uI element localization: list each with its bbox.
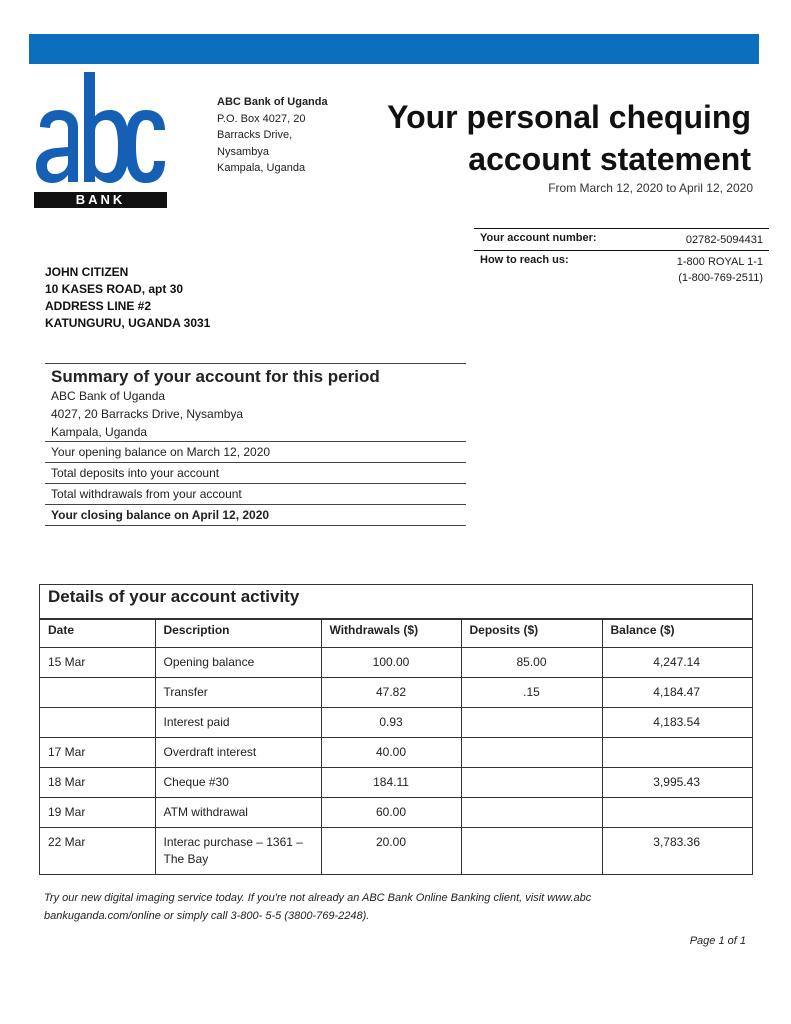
cell-balance (602, 798, 752, 828)
bank-address-line: Nysambya (217, 145, 269, 158)
customer-address-line: 10 KASES ROAD, apt 30 (45, 282, 184, 296)
account-summary (45, 363, 466, 526)
customer-name: JOHN CITIZEN (45, 265, 129, 279)
contact-phone: (1-800-769-2511) (678, 272, 763, 284)
bank-name: ABC Bank of Uganda (217, 96, 328, 108)
table-header-row (40, 620, 752, 648)
bank-address-line: P.O. Box 4027, 20 (217, 112, 306, 125)
cell-withdrawal: 184.11 (321, 768, 461, 798)
contact-phone: 1-800 ROYAL 1-1 (676, 256, 763, 268)
cell-date (40, 678, 155, 708)
table-row (40, 738, 752, 768)
cell-withdrawal: 20.00 (321, 828, 461, 875)
summary-address (45, 387, 466, 441)
summary-address-line: 4027, 20 Barracks Drive, Nysambya (51, 407, 244, 421)
cell-withdrawal: 40.00 (321, 738, 461, 768)
column-header: Balance ($) (602, 620, 752, 648)
cell-balance (602, 738, 752, 768)
table-row (40, 678, 752, 708)
summary-address-line: ABC Bank of Uganda (51, 389, 166, 403)
cell-balance: 3,995.43 (602, 768, 752, 798)
footer-line: bankuganda.com/online or simply call 3-800- 5-5 (3800-769-2248). (44, 910, 370, 922)
table-row (40, 798, 752, 828)
cell-balance: 4,183.54 (602, 708, 752, 738)
cell-deposit: .15 (461, 678, 602, 708)
activity-table (40, 619, 752, 874)
cell-balance: 4,184.47 (602, 678, 752, 708)
bank-address-line: Kampala, Uganda (217, 162, 306, 174)
cell-description: ATM withdrawal (155, 798, 321, 828)
bank-logo (34, 72, 167, 208)
table-row (40, 828, 752, 875)
cell-date: 22 Mar (40, 828, 155, 875)
cell-date (40, 708, 155, 738)
cell-deposit (461, 708, 602, 738)
logo-bank-band: BANK (34, 192, 167, 208)
cell-description: Cheque #30 (155, 768, 321, 798)
cell-withdrawal: 47.82 (321, 678, 461, 708)
bank-address-block (217, 94, 328, 177)
account-activity (39, 584, 753, 875)
account-info (474, 228, 769, 288)
bank-address-line: Barracks Drive, (217, 129, 293, 141)
column-header: Deposits ($) (461, 620, 602, 648)
cell-withdrawal: 0.93 (321, 708, 461, 738)
cell-deposit (461, 738, 602, 768)
account-number-row (474, 228, 769, 251)
footer-line: Try our new digital imaging service today. If you're not already an ABC Bank Online Banking client, visit www.abc (44, 892, 592, 904)
summary-address-line: Kampala, Uganda (51, 425, 148, 439)
cell-description: Interest paid (155, 708, 321, 738)
account-number: 02782-5094431 (685, 234, 763, 246)
customer-address (45, 264, 210, 332)
account-number-label: Your account number: (480, 232, 597, 244)
cell-date: 18 Mar (40, 768, 155, 798)
summary-heading: Summary of your account for this period (51, 367, 380, 386)
cell-description: Overdraft interest (155, 738, 321, 768)
statement-period: From March 12, 2020 to April 12, 2020 (548, 181, 753, 195)
activity-heading: Details of your account activity (40, 585, 752, 619)
summary-total-withdrawals: Total withdrawals from your account (45, 483, 466, 504)
cell-deposit: 85.00 (461, 648, 602, 678)
title-line-2: account statement (468, 141, 751, 177)
contact-label: How to reach us: (480, 254, 569, 266)
abc-logo-icon (34, 72, 167, 187)
cell-balance: 3,783.36 (602, 828, 752, 875)
customer-address-line: KATUNGURU, UGANDA 3031 (45, 316, 211, 330)
contact-row (474, 251, 769, 288)
summary-opening-balance: Your opening balance on March 12, 2020 (45, 441, 466, 462)
cell-date: 17 Mar (40, 738, 155, 768)
column-header: Withdrawals ($) (321, 620, 461, 648)
column-header: Description (155, 620, 321, 648)
table-row (40, 768, 752, 798)
summary-closing-balance: Your closing balance on April 12, 2020 (45, 504, 466, 526)
cell-balance: 4,247.14 (602, 648, 752, 678)
table-row (40, 648, 752, 678)
page-number: Page 1 of 1 (689, 935, 746, 947)
summary-total-deposits: Total deposits into your account (45, 462, 466, 483)
cell-deposit (461, 768, 602, 798)
header-color-bar (29, 34, 759, 64)
cell-withdrawal: 60.00 (321, 798, 461, 828)
customer-address-line: ADDRESS LINE #2 (45, 299, 152, 313)
footer-note (44, 889, 644, 925)
cell-withdrawal: 100.00 (321, 648, 461, 678)
cell-date: 15 Mar (40, 648, 155, 678)
contact-phones (677, 254, 763, 286)
cell-description: Transfer (155, 678, 321, 708)
statement-title (387, 96, 751, 180)
table-row (40, 708, 752, 738)
column-header: Date (40, 620, 155, 648)
cell-description: Interac purchase – 1361 – The Bay (155, 828, 321, 875)
cell-description: Opening balance (155, 648, 321, 678)
cell-date: 19 Mar (40, 798, 155, 828)
cell-deposit (461, 798, 602, 828)
cell-deposit (461, 828, 602, 875)
title-line-1: Your personal chequing (387, 99, 751, 135)
